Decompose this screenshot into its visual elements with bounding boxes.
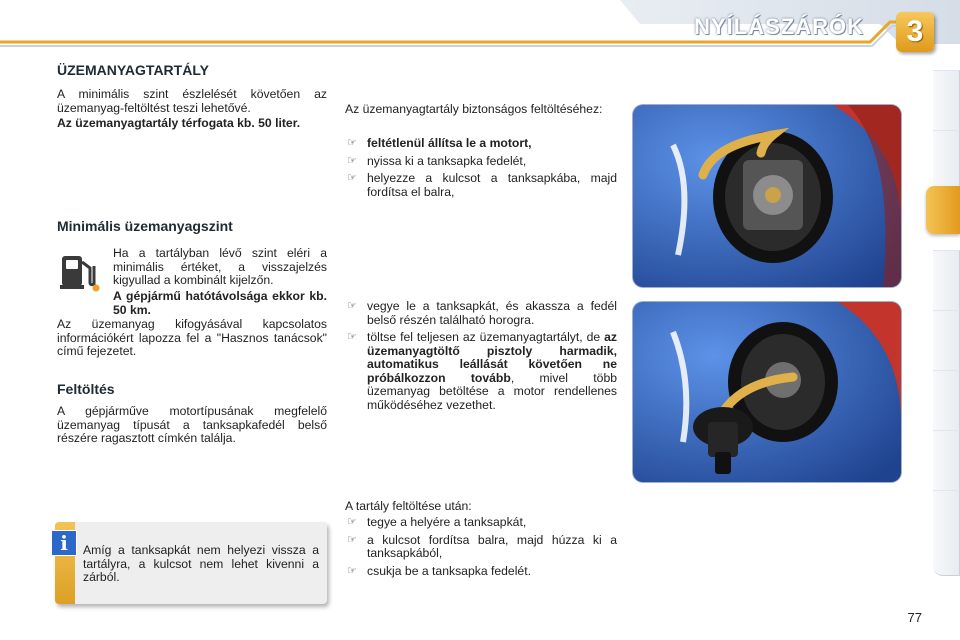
fuel-pump-icon <box>58 252 102 292</box>
filling-label-info: A gépjárműve motortípusának megfelelő üzemanyag típusát a tanksapkafedél belső részére ragasztott címkén találja. <box>57 404 327 445</box>
list-item <box>345 172 617 199</box>
section-title-minimum-level: Minimális üzemanyagszint <box>57 218 233 234</box>
arrow-bullet-icon: ☞ <box>347 564 357 577</box>
step-fill-tank-a: töltse fel teljesen az üzemanyagtartályt, de <box>367 330 605 344</box>
step-remove-key: a kulcsot fordítsa balra, majd húzza ki a tanksapkából, <box>367 532 617 560</box>
refuel-steps-1 <box>345 137 617 203</box>
chapter-tab[interactable] <box>933 490 960 576</box>
refuel-intro: Az üzemanyagtartály biztonságos feltöltéséhez: <box>345 102 603 116</box>
chapter-tab-active[interactable] <box>926 186 960 234</box>
minimum-level-range: A gépjármű hatótávolsága ekkor kb. 50 km. <box>113 289 327 317</box>
step-close-flap: csukja be a tanksapka fedelét. <box>367 563 531 578</box>
arrow-bullet-icon: ☞ <box>347 154 357 167</box>
fuel-cap-removed-photo <box>633 302 901 482</box>
minimum-level-see-also: Az üzemanyag kifogyásával kapcsolatos információkért lapozza fel a "Hasznos tanácsok" című fejezetet. <box>57 317 327 358</box>
info-note-text: Amíg a tanksapkát nem helyezi vissza a tartályra, a kulcsot nem lehet kivenni a zárból. <box>83 543 319 584</box>
fuel-flap-open-photo <box>633 105 901 287</box>
section-title-filling: Feltöltés <box>57 381 115 397</box>
fuel-tank-capacity: Az üzemanyagtartály térfogata kb. 50 liter. <box>57 116 301 130</box>
chapter-tab[interactable] <box>933 70 960 131</box>
list-item <box>345 331 617 412</box>
section-title-fuel-tank: ÜZEMANYAGTARTÁLY <box>57 62 209 78</box>
chapter-tab[interactable] <box>933 370 960 431</box>
step-open-flap: nyissa ki a tanksapka fedelét, <box>367 153 527 168</box>
list-item <box>345 300 617 327</box>
page-number: 77 <box>907 610 922 625</box>
step-fill-tank-warning: az üzemanyagtöltő pisztoly harmadik, automatikus leállását követően ne próbálkozzon tovább <box>367 330 617 385</box>
fuel-tank-intro: A minimális szint észlelését követően az üzemanyag-feltöltést teszi lehetővé. <box>57 87 327 115</box>
step-replace-cap: tegye a helyére a tanksapkát, <box>367 515 527 529</box>
step-fill-tank-b: , mivel több üzemanyag betöltése a motor rendellenes működéséhez vezethet. <box>367 370 617 412</box>
step-stop-engine: feltétlenül állítsa le a motort, <box>367 136 532 150</box>
info-icon: i <box>51 530 77 556</box>
step-remove-cap: vegye le a tanksapkát, és akassza a fedél belső részén található horogra. <box>367 299 617 327</box>
list-item <box>345 155 617 169</box>
arrow-bullet-icon: ☞ <box>347 172 357 184</box>
list-item <box>345 516 617 530</box>
list-item <box>345 534 617 561</box>
arrow-bullet-icon: ☞ <box>347 300 357 312</box>
step-insert-key: helyezze a kulcsot a tanksapkába, majd fordítsa el balra, <box>367 171 617 199</box>
chapter-tab[interactable] <box>933 310 960 371</box>
chapter-tab[interactable] <box>933 250 960 311</box>
arrow-bullet-icon: ☞ <box>347 516 357 528</box>
chapter-tab[interactable] <box>933 130 960 191</box>
info-note-box <box>55 522 327 604</box>
after-refuel-intro: A tartály feltöltése után: <box>345 499 472 513</box>
arrow-bullet-icon: ☞ <box>347 137 357 149</box>
chapter-tabs <box>928 70 960 575</box>
chapter-number-badge: 3 <box>896 12 934 52</box>
chapter-tab[interactable] <box>933 430 960 491</box>
minimum-level-warning: Ha a tartályban lévő szint eléri a minimális értéket, a visszajelzés kigyullad a kombinált kijelzőn. <box>113 246 327 287</box>
after-refuel-steps <box>345 516 617 582</box>
arrow-bullet-icon: ☞ <box>347 533 357 546</box>
arrow-bullet-icon: ☞ <box>347 331 357 343</box>
list-item <box>345 565 617 579</box>
refuel-steps-2 <box>345 300 617 416</box>
list-item <box>345 137 617 151</box>
chapter-title: NYÍLÁSZÁRÓK <box>694 14 864 39</box>
